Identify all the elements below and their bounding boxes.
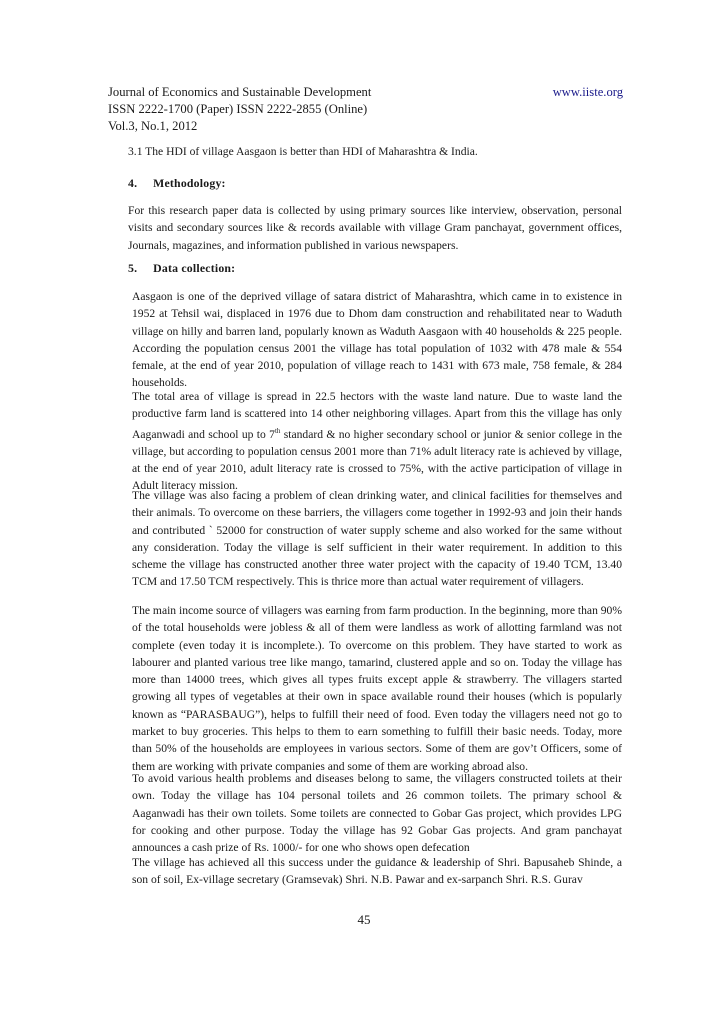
- journal-header: [108, 84, 623, 135]
- paragraph-text: standard & no higher secondary school or junior & senior college in the village, but according to population census 2001 more than 71% adult literacy rate is achieved by village, at the end of year 2010, adult literacy rate is crossed to 75%, with the active participation of village in Adult literacy mission.: [132, 427, 622, 493]
- superscript: th: [274, 426, 281, 435]
- paragraph-income-source: The main income source of villagers was earning from farm production. In the beginning, more than 90% of the total households were jobless & all of them were landless as work of allotting farmland was not complete (even today it is incomplete.). To overcome on this problem. They have started to work as labourer and planted various tree like mango, tamarind, clustered apple and so on. Today the village has more than 14000 trees, which gives all types fruits except apple & strawberry. The villagers started growing all types of vegetables at their own in space available round their houses (which is popularly known as “PARASBAUG”), helps to fulfill their need of food. Even today the villagers need not go to market to buy groceries. This helps to them to earn something to fulfill their basic needs. Today, more than 50% of the households are employees in various sectors. Some of them are gov’t Officers, some of them are working with private companies and some of them are working abroad also.: [132, 604, 623, 773]
- page-number: 45: [357, 912, 371, 927]
- section-heading-data-collection: [128, 261, 235, 276]
- item-3-1: 3.1 The HDI of village Aasgaon is better than HDI of Maharashtra & India.: [128, 145, 478, 158]
- section-heading-methodology: [128, 176, 226, 191]
- journal-title: Journal of Economics and Sustainable Development: [108, 85, 372, 99]
- paragraph-text: The total area of village is spread in 22.5 hectors with the waste land nature. Due to waste land the productive farm land is scattered into 14 other neighboring villages. Apart from this the village has only Aaganwadi and school up to 7: [132, 390, 622, 441]
- volume-line: Vol.3, No.1, 2012: [108, 119, 198, 133]
- paragraph-sanitation: To avoid various health problems and diseases belong to same, the villagers constructed toilets at their own. Today the village has 104 personal toilets and 26 common toilets. The primary school & Aaganwadi has their own toilets. Some toilets are connected to Gobar Gas project, which provides LPG for cooking and other purpose. Today the village has 92 Gobar Gas projects. And gram panchayat announces a cash prize of Rs. 1000/- for one who shows open defecation: [132, 772, 622, 855]
- section-title: Data collection:: [153, 261, 236, 275]
- section-title: Methodology:: [153, 176, 226, 190]
- paragraph-water-supply: The village was also facing a problem of clean drinking water, and clinical facilities for themselves and their animals. To overcome on these barriers, the villagers come together in 1992-93 and join their hands and contributed ` 52000 for construction of water supply scheme and also worked for the same without any consideration. Today the village is self sufficient in their water requirement. In addition to this scheme the village has constructed another three water project with the capacity of 19.40 TCM, 13.40 TCM and 17.50 TCM respectively. This is thrice more than actual water requirement of villagers.: [132, 489, 622, 589]
- section-number: 4.: [128, 176, 138, 190]
- journal-url-link[interactable]: www.iiste.org: [552, 85, 623, 99]
- section-number: 5.: [128, 261, 138, 275]
- paragraph-village-history: Aasgaon is one of the deprived village of satara district of Maharashtra, which came in to existence in 1952 at Tehsil wai, displaced in 1976 due to Dhom dam construction and rehabilitated near to Waduth village on hilly and barren land, popularly known as Waduth Aasgaon with 40 households & 225 people. According the population census 2001 the village has total population of 1032 with 478 male & 554 female, at the end of year 2010, population of village reach to 1431 with 673 male, 758 female, & 284 households.: [132, 290, 622, 390]
- paragraph-land-education: [132, 388, 622, 495]
- paragraph-leadership: The village has achieved all this success under the guidance & leadership of Shri. Bapusaheb Shinde, a son of soil, Ex-village secretary (Gramsevak) Shri. N.B. Pawar and ex-sarpanch Shri. R.S. Gurav: [132, 856, 622, 887]
- issn-line: ISSN 2222-1700 (Paper) ISSN 2222-2855 (Online): [108, 102, 368, 116]
- methodology-paragraph: For this research paper data is collected by using primary sources like interview, observation, personal visits and secondary sources like & records available with village Gram panchayat, government offices, Journals, magazines, and information published in various newspapers.: [128, 204, 622, 252]
